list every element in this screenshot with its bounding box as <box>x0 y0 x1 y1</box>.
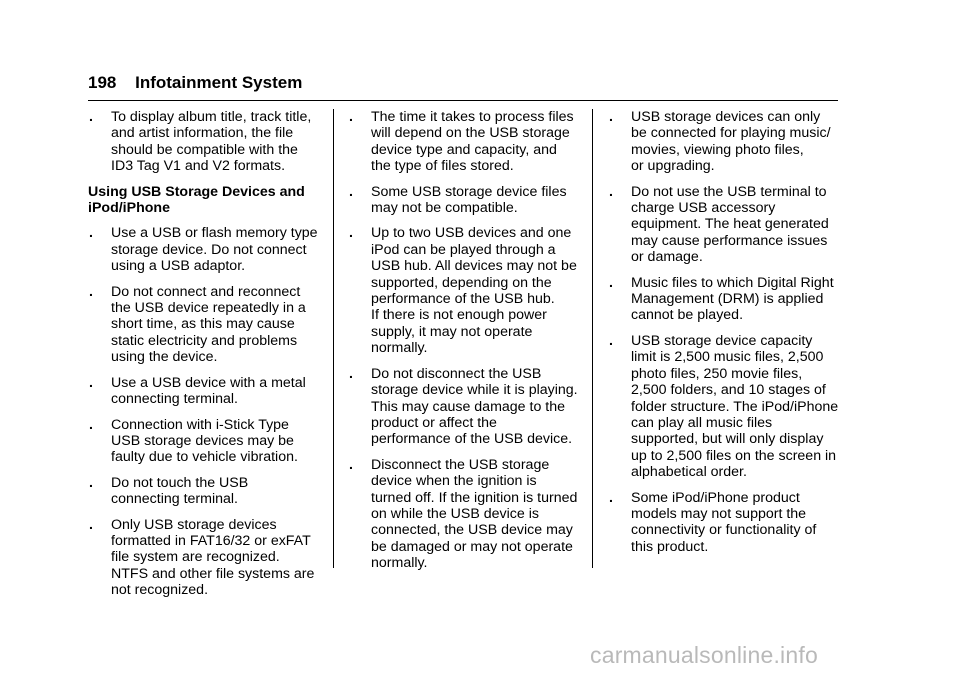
bullet-line: static electricity and problems <box>111 332 298 349</box>
column-2 <box>348 109 580 581</box>
bullet-item <box>348 184 580 217</box>
bullet-line: or damage. <box>631 249 703 266</box>
bullet-item <box>608 109 842 175</box>
bullet-line: normally. <box>371 555 428 572</box>
bullet-line: supported, but will only display <box>631 431 824 448</box>
bullet-line: limit is 2,500 music files, 2,500 <box>631 349 824 366</box>
bullet-line: normally. <box>371 340 428 357</box>
bullet-mark: . <box>609 332 613 349</box>
bullet-line: using a USB adaptor. <box>111 258 246 275</box>
bullet-mark: . <box>89 374 93 391</box>
bullet-line: movies, viewing photo files, <box>631 141 804 158</box>
bullet-line: USB storage devices can only <box>631 109 821 125</box>
bullet-line: turned off. If the ignition is turned <box>371 489 578 506</box>
bullet-text <box>631 490 842 556</box>
bullet-mark: . <box>89 516 93 533</box>
bullet-mark: . <box>609 109 613 125</box>
bullet-mark: . <box>349 365 353 382</box>
bullet-item <box>348 109 580 175</box>
bullet-line: faulty due to vehicle vibration. <box>111 449 298 466</box>
bullet-item <box>608 490 842 556</box>
bullet-item <box>348 366 580 448</box>
bullet-line: This may cause damage to the <box>371 398 565 415</box>
column-divider <box>592 109 593 568</box>
bullet-line: USB storage devices may be <box>111 432 294 449</box>
bullet-line: Management (DRM) is applied <box>631 291 824 308</box>
bullet-text <box>111 284 326 366</box>
bullet-line: connecting terminal. <box>111 391 238 408</box>
bullet-mark: . <box>349 183 353 200</box>
bullet-text <box>371 109 580 175</box>
bullet-line: Do not connect and reconnect <box>111 283 301 300</box>
bullet-item <box>88 109 326 175</box>
bullet-item <box>88 475 326 508</box>
bullet-line: the USB device repeatedly in a <box>111 300 306 317</box>
bullet-item <box>608 275 842 324</box>
bullet-line: and artist information, the file <box>111 125 294 142</box>
bullet-line: Connection with i-Stick Type <box>111 416 289 433</box>
bullet-line: device when the ignition is <box>371 473 537 490</box>
bullet-item <box>608 333 842 481</box>
bullet-line: USB storage device capacity <box>631 332 813 349</box>
bullet-text <box>371 184 580 217</box>
bullet-line: Do not disconnect the USB <box>371 365 542 382</box>
bullet-line: Some USB storage device files <box>371 183 567 200</box>
bullet-line: on while the USB device is <box>371 505 539 522</box>
bullet-line: connecting terminal. <box>111 491 238 508</box>
bullet-line: NTFS and other file systems are <box>111 565 315 582</box>
bullet-line: Some iPod/iPhone product <box>631 489 800 506</box>
bullet-line: performance of the USB hub. <box>371 291 555 308</box>
bullet-line: short time, as this may cause <box>111 316 295 333</box>
bullet-line: may not be compatible. <box>371 200 518 217</box>
bullet-item <box>88 417 326 466</box>
subheading-line: Using USB Storage Devices and <box>88 183 305 200</box>
bullet-line: ID3 Tag V1 and V2 formats. <box>111 158 286 175</box>
bullet-item <box>88 225 326 274</box>
bullet-line: connectivity or functionality of <box>631 522 817 539</box>
bullet-text <box>371 457 580 572</box>
bullet-line: photo files, 250 movie files, <box>631 365 803 382</box>
bullet-line: If there is not enough power <box>371 307 547 324</box>
bullet-mark: . <box>89 474 93 491</box>
bullet-text <box>371 225 580 356</box>
bullet-item <box>608 184 842 266</box>
bullet-line: formatted in FAT16/32 or exFAT <box>111 532 311 549</box>
section-title: Infotainment System <box>135 73 303 92</box>
bullet-line: file system are recognized. <box>111 549 280 566</box>
bullet-line: The time it takes to process files <box>371 109 574 125</box>
bullet-line: this product. <box>631 538 709 555</box>
bullet-mark: . <box>89 416 93 433</box>
bullet-line: To display album title, track title, <box>111 109 312 125</box>
bullet-item <box>88 284 326 366</box>
bullet-line: Do not touch the USB <box>111 474 249 491</box>
bullet-text <box>111 475 326 508</box>
bullet-line: Use a USB or flash memory type <box>111 225 318 242</box>
bullet-text <box>371 366 580 448</box>
bullet-line: USB hub. All devices may not be <box>371 258 577 275</box>
bullet-line: be damaged or may not operate <box>371 538 573 555</box>
bullet-line: 2,500 folders, and 10 stages of <box>631 382 826 399</box>
bullet-line: connected, the USB device may <box>371 522 573 539</box>
bullet-line: will depend on the USB storage <box>371 125 570 142</box>
bullet-line: storage device. Do not connect <box>111 241 307 258</box>
bullet-line: product or affect the <box>371 414 497 431</box>
bullet-line: Up to two USB devices and one <box>371 225 572 242</box>
bullet-line: supported, depending on the <box>371 274 552 291</box>
bullet-text <box>111 225 326 274</box>
bullet-item <box>348 457 580 572</box>
bullet-line: equipment. The heat generated <box>631 216 829 233</box>
bullet-line: Only USB storage devices <box>111 516 277 533</box>
bullet-mark: . <box>349 109 353 125</box>
bullet-line: device type and capacity, and <box>371 141 557 158</box>
bullet-item <box>348 225 580 356</box>
bullet-mark: . <box>609 183 613 200</box>
bullet-line: Disconnect the USB storage <box>371 456 550 473</box>
bullet-text <box>631 109 842 175</box>
bullet-mark: . <box>349 225 353 242</box>
bullet-mark: . <box>349 456 353 473</box>
bullet-line: performance of the USB device. <box>371 431 573 448</box>
bullet-line: up to 2,500 files on the screen in <box>631 447 837 464</box>
bullet-line: be connected for playing music/ <box>631 125 831 142</box>
page-number: 198 <box>88 73 117 92</box>
bullet-text <box>631 275 842 324</box>
column-3 <box>608 109 842 564</box>
bullet-mark: . <box>89 109 93 125</box>
bullet-text <box>111 109 326 175</box>
bullet-mark: . <box>89 225 93 242</box>
bullet-line: Use a USB device with a metal <box>111 374 306 391</box>
bullet-mark: . <box>609 274 613 291</box>
bullet-line: alphabetical order. <box>631 464 747 481</box>
bullet-line: Do not use the USB terminal to <box>631 183 827 200</box>
column-divider <box>333 109 334 568</box>
bullet-line: iPod can be played through a <box>371 241 556 258</box>
bullet-item <box>88 375 326 408</box>
subheading-line: iPod/iPhone <box>88 200 170 217</box>
bullet-line: may cause performance issues <box>631 232 828 249</box>
bullet-line: storage device while it is playing. <box>371 382 578 399</box>
bullet-line: or upgrading. <box>631 158 715 175</box>
bullet-mark: . <box>89 283 93 300</box>
bullet-line: not recognized. <box>111 582 209 599</box>
bullet-line: can play all music files <box>631 414 773 431</box>
bullet-text <box>631 333 842 481</box>
bullet-line: cannot be played. <box>631 307 744 324</box>
bullet-line: using the device. <box>111 349 218 366</box>
bullet-text <box>631 184 842 266</box>
bullet-item <box>88 517 326 599</box>
watermark: carmanualsonline.info <box>590 642 818 668</box>
bullet-text <box>111 417 326 466</box>
bullet-line: Music files to which Digital Right <box>631 274 834 291</box>
column-1 <box>88 109 326 608</box>
bullet-line: folder structure. The iPod/iPhone <box>631 398 839 415</box>
bullet-mark: . <box>609 489 613 506</box>
bullet-line: models may not support the <box>631 505 807 522</box>
section-subheading <box>88 184 326 217</box>
bullet-line: should be compatible with the <box>111 141 298 158</box>
bullet-line: the type of files stored. <box>371 158 514 175</box>
bullet-text <box>111 517 326 599</box>
page-header <box>88 70 838 101</box>
bullet-line: charge USB accessory <box>631 200 776 217</box>
bullet-line: supply, it may not operate <box>371 323 533 340</box>
bullet-text <box>111 375 326 408</box>
